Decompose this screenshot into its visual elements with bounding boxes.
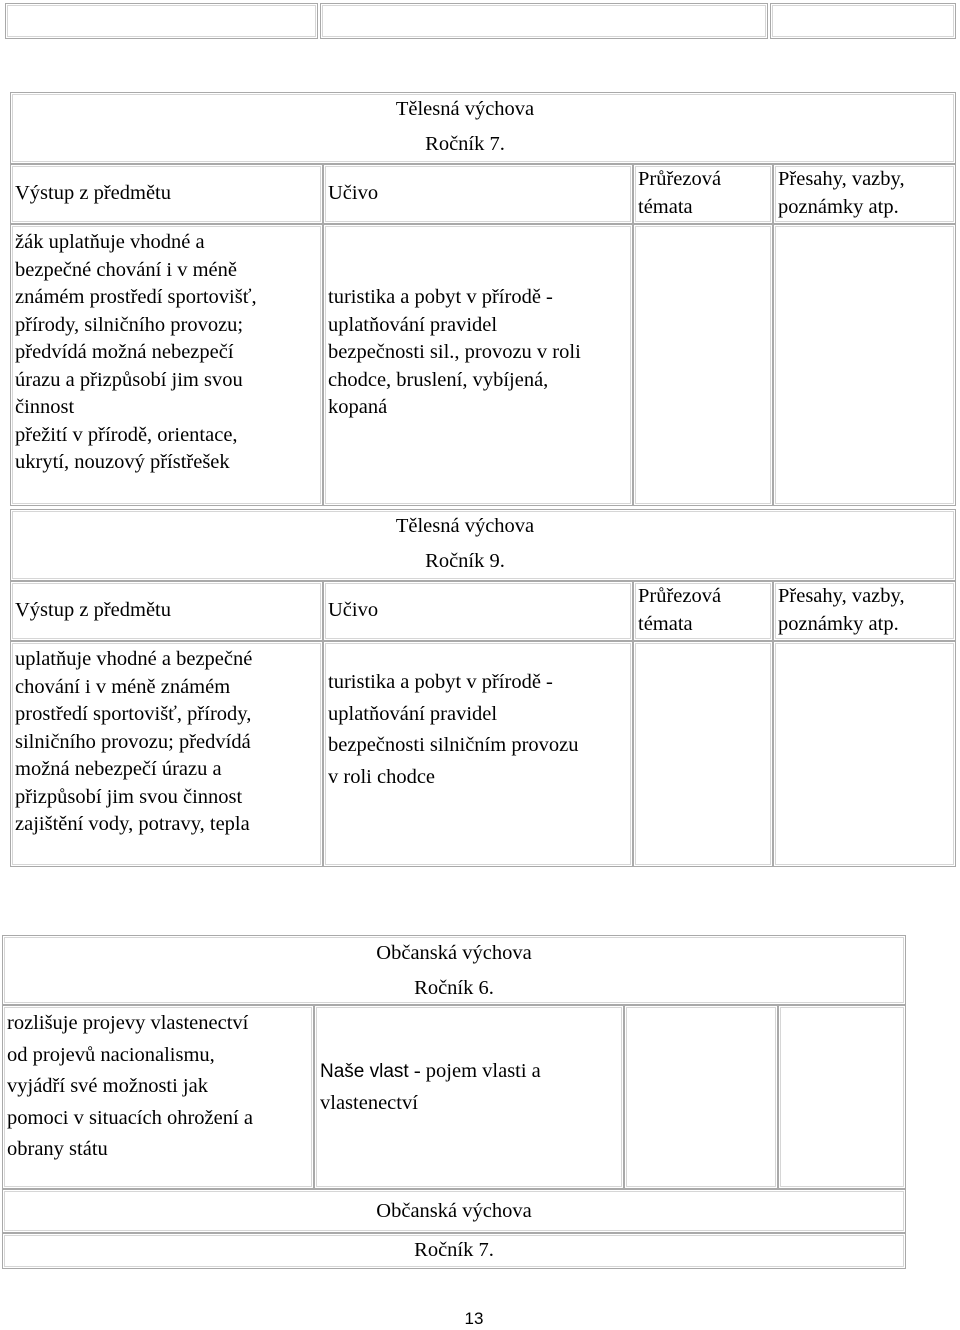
section-2-cross-topics-cell [633, 641, 773, 867]
section-3-output-text: rozlišuje projevy vlastenectví od projevů nacionalismu, vyjádří své možnosti jak pomoci v situacích ohrožení a obrany státu [7, 1012, 253, 1160]
section-1-output-text: žák uplatňuje vhodné a bezpečné chování i v méně známém prostředí sportovišť, přírody, silničního provozu; předvídá možná nebezpečí úrazu a přizpůsobí jim svou činnost přežití v přírodě, orientace, ukrytí, nouzový přístřešek [15, 231, 257, 473]
section-2-output-header: Výstup z předmětu [15, 599, 171, 621]
section-1-grade: Ročník 7. [425, 133, 505, 155]
section-2-subject: Tělesná výchova [395, 515, 535, 537]
section-4-grade: Ročník 7. [414, 1239, 494, 1261]
section-3-curriculum-text: - pojem vlasti a vlastenectví [320, 1060, 541, 1114]
section-1-cross-topics-cell [633, 224, 773, 506]
top-row-cell-1 [5, 3, 318, 39]
section-2-grade: Ročník 9. [425, 550, 505, 572]
section-1-output-header: Výstup z předmětu [15, 182, 171, 204]
section-1-curriculum-header: Učivo [328, 182, 379, 204]
section-1-overlaps-cell [773, 224, 956, 506]
section-3-grade: Ročník 6. [414, 977, 494, 999]
section-3-curriculum [320, 1056, 541, 1119]
page-number: 13 [464, 1309, 484, 1328]
section-1-cross-topics-header: Průřezová témata [638, 168, 722, 218]
top-row-cell-2 [320, 3, 768, 39]
section-3-cross-topics-cell [624, 1005, 778, 1189]
section-2-overlaps-header: Přesahy, vazby, poznámky atp. [778, 585, 905, 635]
section-3-subject: Občanská výchova [376, 942, 532, 964]
section-3-curriculum-prefix: Naše vlast [320, 1061, 409, 1082]
section-1-overlaps-header: Přesahy, vazby, poznámky atp. [778, 168, 905, 218]
section-2-curriculum-header: Učivo [328, 599, 379, 621]
section-3-overlaps-cell [778, 1005, 906, 1189]
top-row-cell-3 [770, 3, 956, 39]
section-2-cross-topics-header: Průřezová témata [638, 585, 722, 635]
section-4-subject: Občanská výchova [376, 1200, 532, 1222]
section-2-curriculum-text: turistika a pobyt v přírodě - uplatňování pravidel bezpečnosti silničním provozu v roli chodce [328, 671, 579, 788]
section-2-output-text: uplatňuje vhodné a bezpečné chování i v méně známém prostředí sportovišť, přírody, silničního provozu; předvídá možná nebezpečí úrazu a přizpůsobí jim svou činnost zajištění vody, potravy, tepla [15, 648, 253, 835]
section-2-overlaps-cell [773, 641, 956, 867]
section-1-curriculum-text: turistika a pobyt v přírodě - uplatňování pravidel bezpečnosti sil., provozu v roli chodce, bruslení, vybíjená, kopaná [328, 286, 581, 418]
section-1-subject: Tělesná výchova [395, 98, 535, 120]
